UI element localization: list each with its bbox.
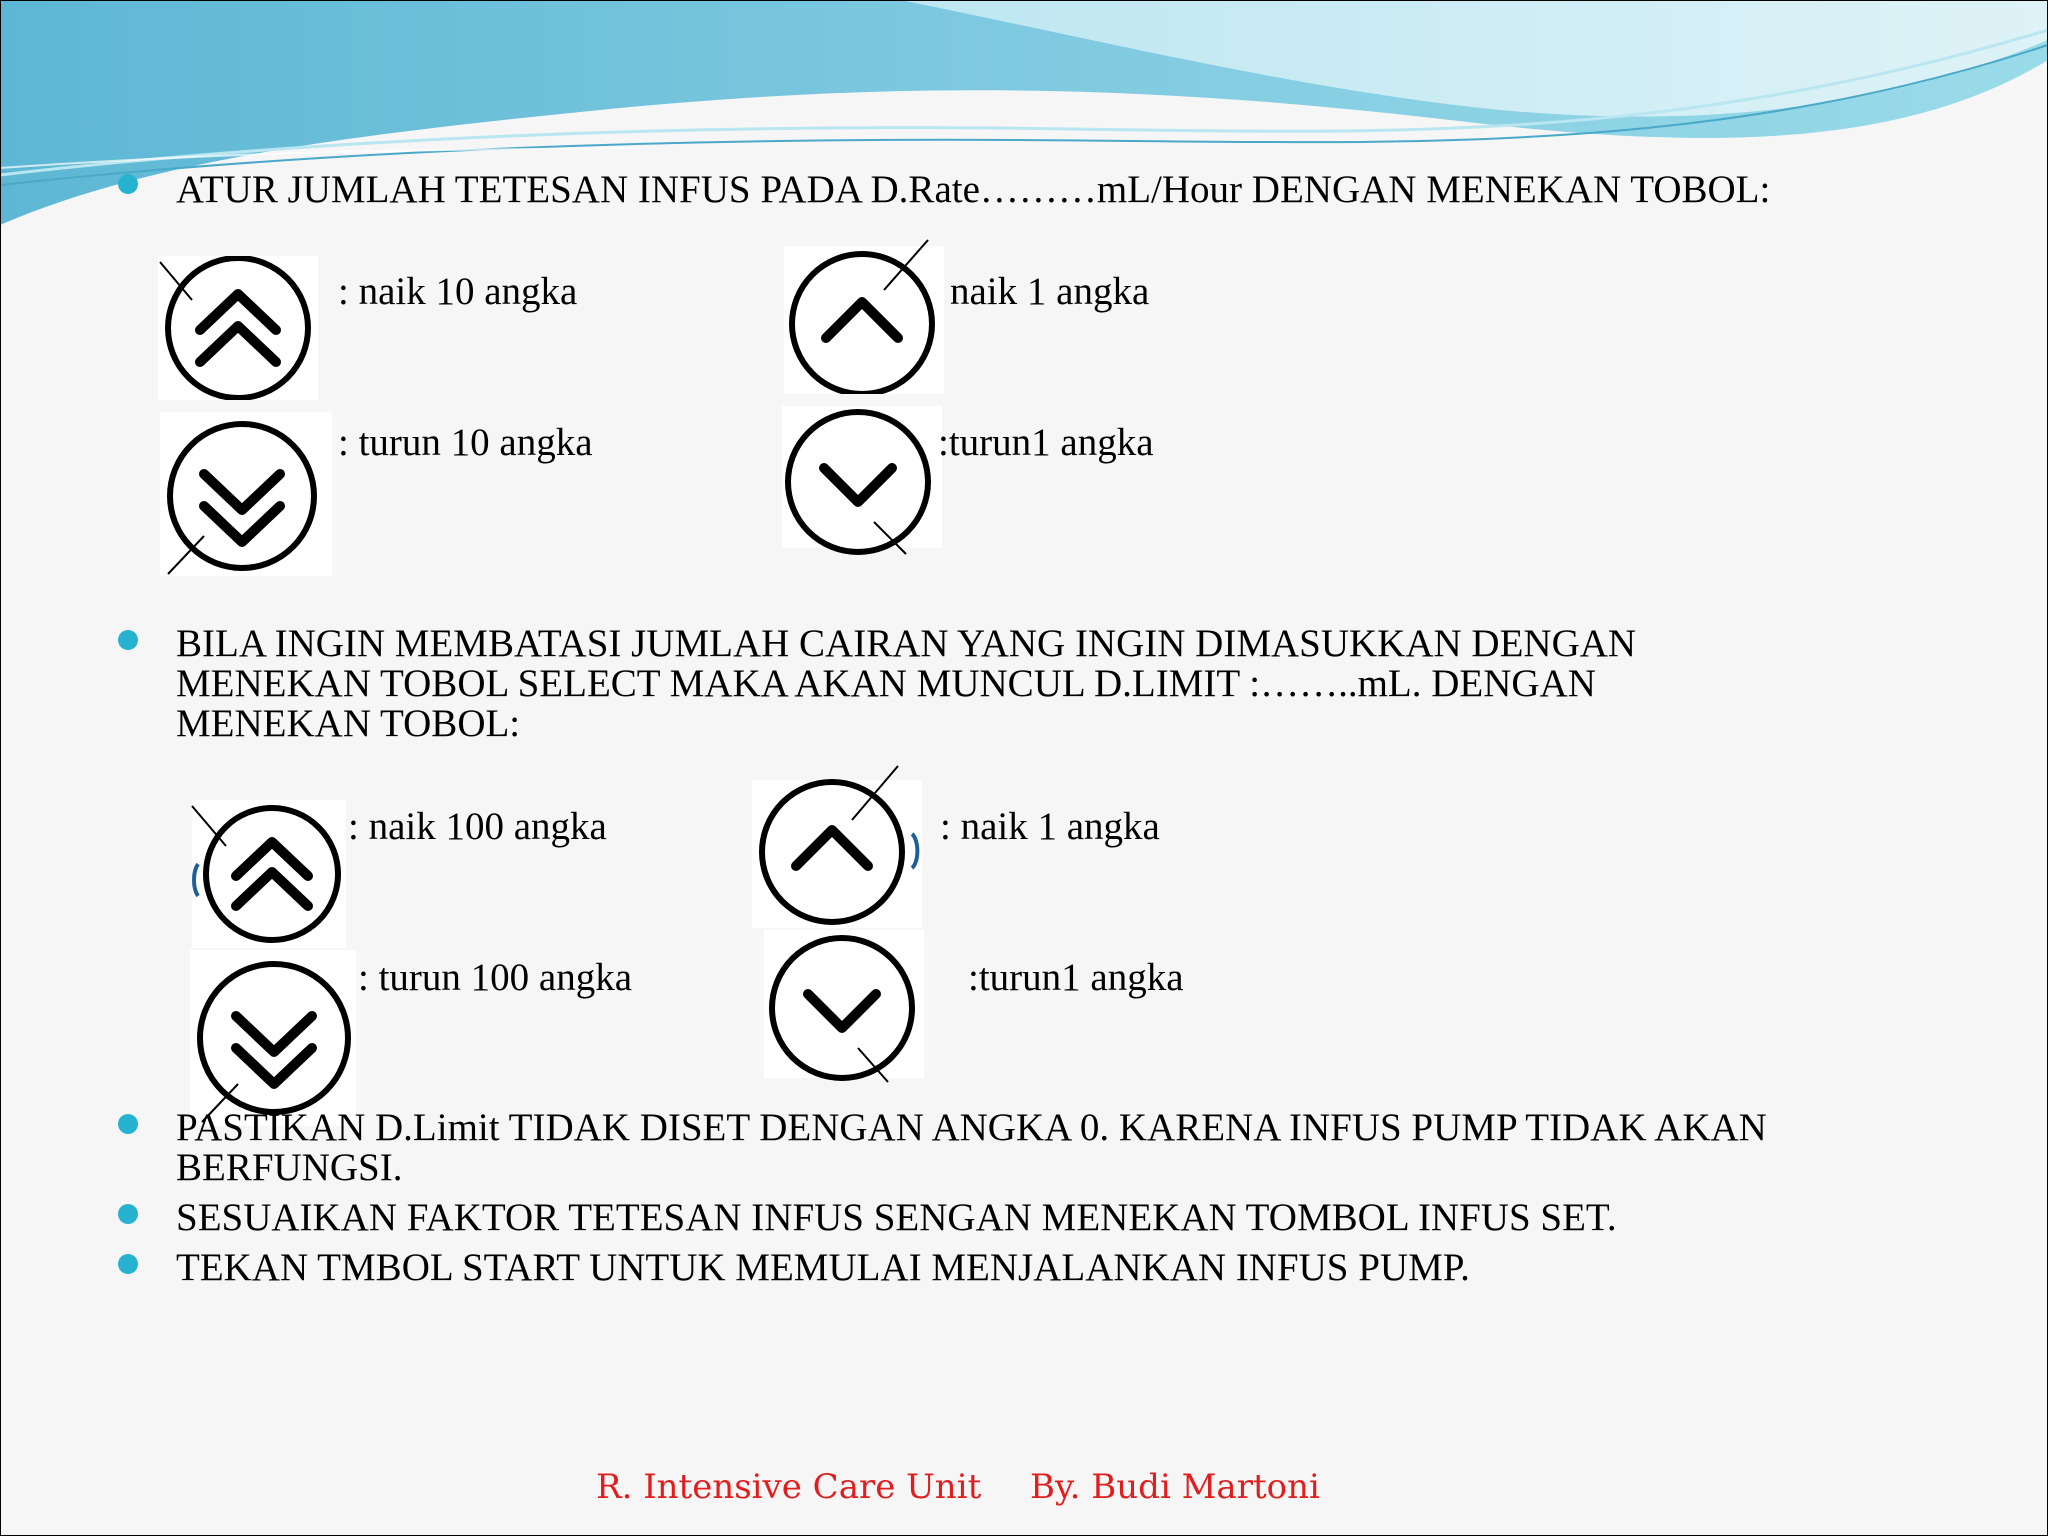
chevron-up-icon xyxy=(784,238,944,394)
bullet-marker xyxy=(118,630,138,650)
double-chevron-down-icon xyxy=(190,950,356,1126)
instruction-limit-line-1: BILA INGIN MEMBATASI JUMLAH CAIRAN YANG INGIN DIMASUKKAN DENGAN xyxy=(176,622,1637,665)
bullet-marker xyxy=(118,1114,138,1134)
instruction-limit-warning-line-1: PASTIKAN D.Limit TIDAK DISET DENGAN ANGKA 0. KARENA INFUS PUMP TIDAK AKAN xyxy=(176,1106,1767,1149)
label-up-1-limit: : naik 1 angka xyxy=(940,805,1160,848)
double-chevron-up-icon xyxy=(186,800,346,948)
label-up-10: : naik 10 angka xyxy=(338,270,578,313)
instruction-start: TEKAN TMBOL START UNTUK MEMULAI MENJALANKAN INFUS PUMP. xyxy=(176,1246,1470,1289)
bullet-marker xyxy=(118,1254,138,1274)
double-chevron-up-icon xyxy=(158,256,318,400)
label-down-1-limit: :turun1 angka xyxy=(968,956,1184,999)
bullet-marker xyxy=(118,1204,138,1224)
footer-unit: R. Intensive Care Unit xyxy=(596,1467,982,1507)
footer-author: By. Budi Martoni xyxy=(1030,1467,1320,1507)
chevron-down-icon xyxy=(764,930,924,1086)
double-chevron-down-icon xyxy=(160,412,332,576)
instruction-limit-line-2: MENEKAN TOBOL SELECT MAKA AKAN MUNCUL D.LIMIT :……..mL. DENGAN xyxy=(176,662,1596,705)
instruction-limit-line-3: MENEKAN TOBOL: xyxy=(176,702,521,745)
chevron-up-icon xyxy=(752,764,922,928)
chevron-down-icon xyxy=(782,406,942,556)
label-down-100: : turun 100 angka xyxy=(358,956,633,999)
instruction-limit-warning-line-2: BERFUNGSI. xyxy=(176,1146,403,1189)
label-up-100: : naik 100 angka xyxy=(348,805,607,848)
label-down-10: : turun 10 angka xyxy=(338,421,593,464)
bullet-marker xyxy=(118,174,138,194)
instruction-set-rate: ATUR JUMLAH TETESAN INFUS PADA D.Rate………mL/Hour DENGAN MENEKAN TOBOL: xyxy=(176,168,1771,211)
instruction-drip-factor: SESUAIKAN FAKTOR TETESAN INFUS SENGAN MENEKAN TOMBOL INFUS SET. xyxy=(176,1196,1617,1239)
label-up-1: naik 1 angka xyxy=(950,270,1150,313)
label-down-1: :turun1 angka xyxy=(938,421,1154,464)
